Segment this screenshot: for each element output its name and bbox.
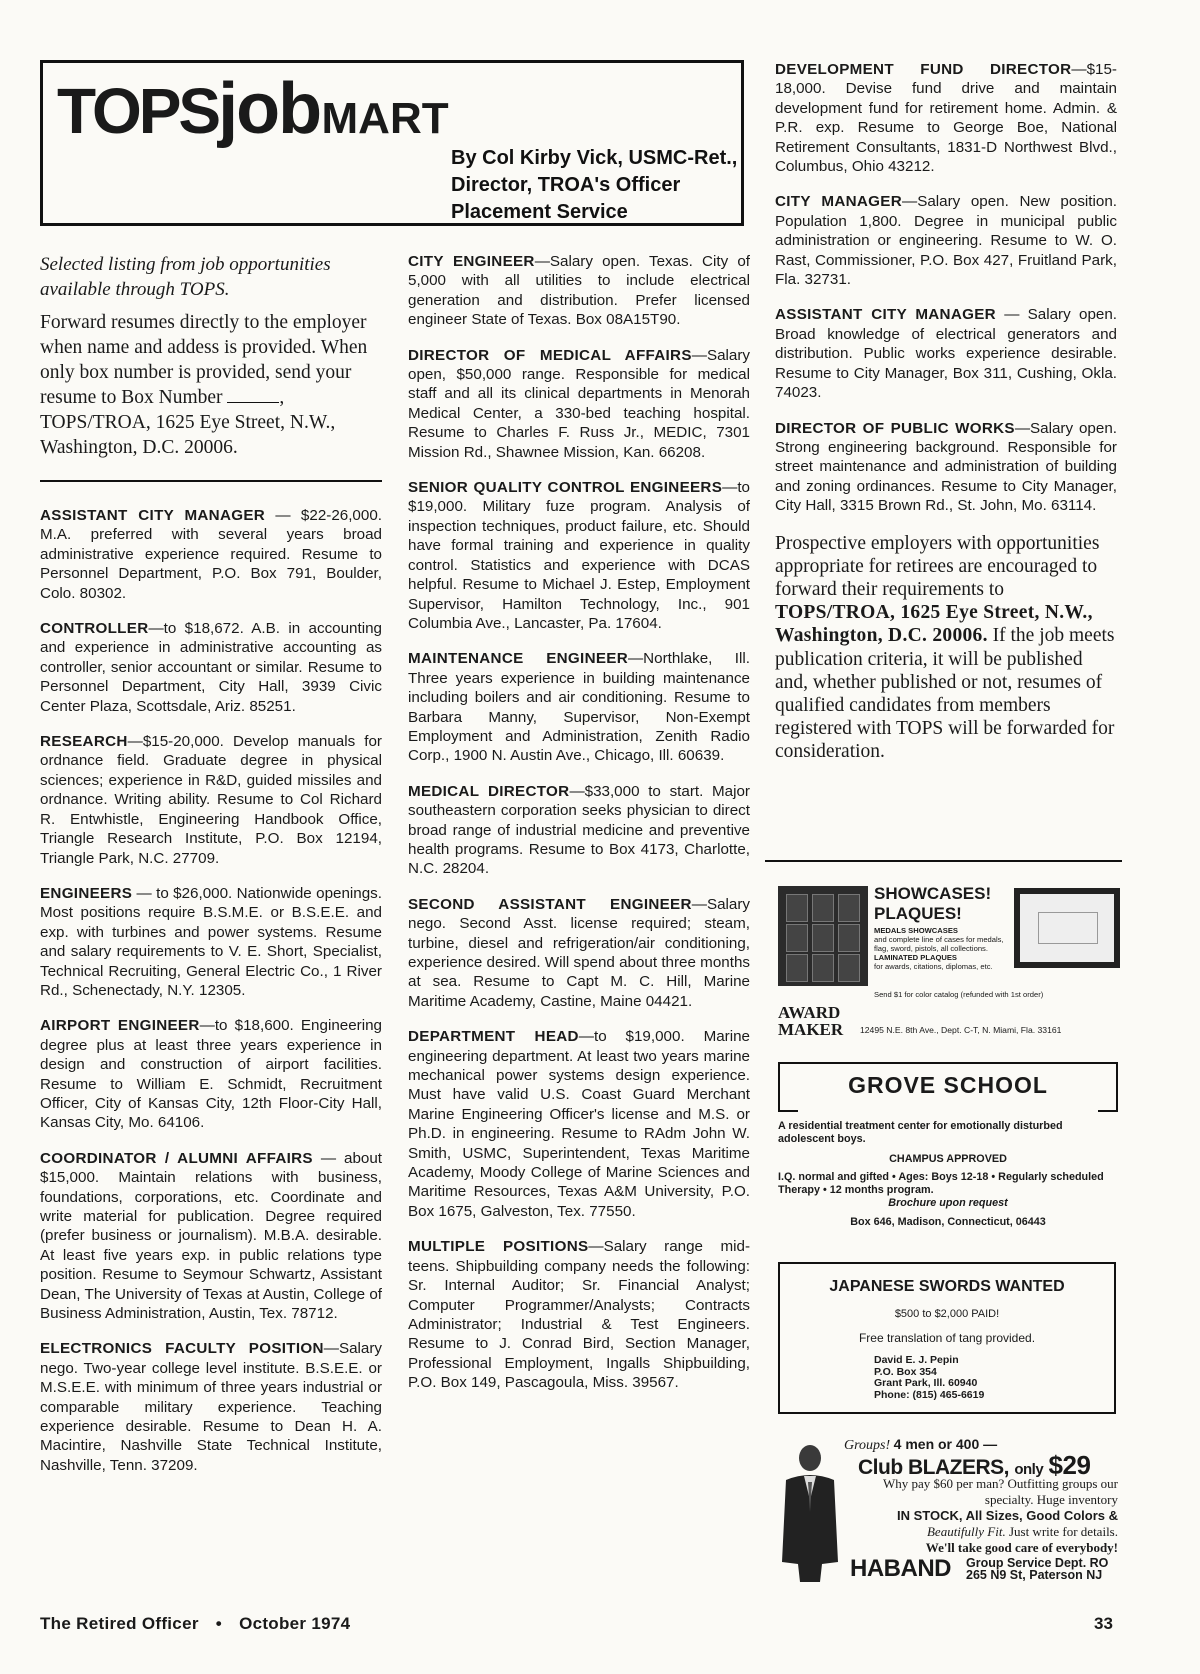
- job-listing: [408, 895, 750, 1011]
- job-listing: [40, 1339, 382, 1475]
- job-list-col2: [408, 252, 750, 1393]
- haband-dept2: 265 N9 St, Paterson NJ: [966, 1568, 1103, 1582]
- job-listing: [40, 1016, 382, 1132]
- showcase-title-1: SHOWCASES!: [874, 884, 992, 903]
- job-listing: [775, 192, 1117, 289]
- haband-brand: HABAND: [850, 1555, 951, 1582]
- box-number-blank: [227, 402, 279, 403]
- showcase-sub2: LAMINATED PLAQUES: [874, 953, 957, 962]
- plaque-image: [1014, 888, 1120, 968]
- swords-addr1: David E. J. Pepin: [874, 1354, 959, 1366]
- showcase-title: [874, 884, 991, 924]
- blazer-body-bold: IN STOCK, All Sizes, Good Colors &: [896, 1508, 1118, 1523]
- grove-line4: Brochure upon request: [888, 1197, 1008, 1209]
- intro-text-end: , TOPS/TROA, 1625 Eye Street, N.W., Washington, D.C. 20006.: [40, 387, 336, 458]
- showcase-sub1-text: and complete line of cases for medals, flag, sword, pistols, all collections.: [874, 935, 1004, 953]
- job-listing: [40, 884, 382, 1000]
- ad-japanese-swords: [778, 1262, 1116, 1414]
- swords-title: JAPANESE SWORDS WANTED: [829, 1278, 1065, 1295]
- man-in-blazer-illustration: [778, 1442, 842, 1582]
- swords-addr3: Grant Park, Ill. 60940: [874, 1377, 978, 1389]
- job-description: —Salary open, $50,000 range. Responsible for medical staff and all its clinical departments in Menorah Medical Center, a 330-bed teaching hospital. Resume to Charles F. Russ Jr., MEDIC, 7301 Mission Rd., Shawnee Mission, Kan. 66208.: [408, 346, 750, 461]
- ad-showcases: [778, 884, 1122, 1014]
- grove-line2: CHAMPUS APPROVED: [889, 1153, 1007, 1165]
- job-listing: [408, 649, 750, 765]
- ad-divider: [765, 860, 1122, 862]
- group-count: 4 men or 400 —: [893, 1436, 998, 1452]
- employers-note-text: Prospective employers with opportunities appropriate for retirees are encouraged to forward their requirements to: [775, 532, 1100, 600]
- showcase-details: [874, 926, 1014, 971]
- job-title: DEPARTMENT HEAD: [408, 1028, 579, 1046]
- publication-date: October 1974: [239, 1614, 351, 1633]
- job-title: RESEARCH: [40, 733, 128, 751]
- showcase-title-2: PLAQUES!: [874, 904, 962, 923]
- showcase-send: Send $1 for color catalog (refunded with 1st order): [874, 990, 1044, 999]
- showcase-sub2-text: for awards, citations, diplomas, etc.: [874, 962, 993, 971]
- job-description: —to $18,600. Engineering degree plus at least three years experience in design and construction of airport facilities. Resume to William E. Schmidt, Recruitment Officer, City of Kansas City, 12th Floor-City Hall, Kansas City, Mo. 64106.: [40, 1017, 382, 1132]
- job-description: — to $26,000. Nationwide openings. Most positions require B.S.M.E. or B.S.E.E. and exp. with turbines and power systems. Resume and salary requirements to V. E. Short, Specialist, Technical Recruiting, General Electric Co., 1 River Rd., Schenectady, N.Y. 12305.: [40, 884, 382, 999]
- byline: [451, 145, 737, 226]
- logo-job: job: [218, 69, 321, 149]
- grove-line5: Box 646, Madison, Connecticut, 06443: [850, 1216, 1046, 1228]
- logo-mart: MART: [321, 94, 449, 143]
- job-description: —Salary open. Strong engineering background. Responsible for street maintenance and administration of building and zoning ordinances. Resume to City Manager, City Hall, 3315 Brown Rd., St. John, Mo. 63114.: [775, 419, 1117, 515]
- job-description: —to $18,672. A.B. in accounting and experience in administrative accounting as controller, senior accountant or similar. Resume to Personnel Department, City Hall, 3939 Civic Center Plaza, Scottsdale, Ariz. 85251.: [40, 620, 382, 715]
- haband-dept1: Group Service Dept. RO: [966, 1556, 1109, 1570]
- ad-grove-school: [778, 1062, 1118, 1112]
- grove-school-title: GROVE SCHOOL: [848, 1072, 1048, 1098]
- intro-instructions: [40, 310, 382, 460]
- job-listing: [408, 252, 750, 330]
- byline-line: Placement Service: [451, 201, 628, 223]
- job-description: —Salary open. New position. Population 1,800. Degree in municipal public administration or engineering. Resume to W. O. Rast, Commissioner, P.O. Box 427, Fruitland Park, Fla. 32731.: [775, 193, 1117, 289]
- column-3: [775, 60, 1117, 764]
- section-rule: [40, 480, 382, 482]
- job-description: — Salary open. Broad knowledge of electrical generators and distribution. Public works experience desirable. Resume to City Manager, Box 311, Cushing, Okla. 74023.: [775, 306, 1118, 402]
- grove-underline: [778, 1110, 1118, 1116]
- job-title: MAINTENANCE ENGINEER: [408, 650, 628, 668]
- job-description: —Salary range mid-teens. Shipbuilding company needs the following: Sr. Internal Auditor; Sr. Financial Analyst; Computer Programmer/Analysts; Contracts Administrator; Industrial & Test Engineers. Resume to J. Conrad Bird, Section Manager, Professional Employment, Ingalls Shipbuilding, P.O. Box 149, Pascagoula, Miss. 39567.: [408, 1238, 750, 1392]
- employers-note: [775, 532, 1117, 764]
- job-description: —$33,000 to start. Major southeastern corporation seeks physician to direct broad range of industrial medicine and preventive health programs. Resume to Box 4173, Charlotte, N.C. 28204.: [408, 782, 750, 878]
- page-number: 33: [1094, 1614, 1113, 1633]
- job-listing: [775, 305, 1117, 402]
- job-listing: [40, 506, 382, 603]
- job-title: ASSISTANT CITY MANAGER: [775, 306, 996, 324]
- job-description: — $22-26,000. M.A. preferred with several years broad administrative experience required. Resume to Personnel Department, P.O. Box 791, Boulder, Colo. 80302.: [40, 507, 382, 602]
- job-listing: [40, 619, 382, 716]
- job-title: SECOND ASSISTANT ENGINEER: [408, 895, 692, 913]
- job-listing: [40, 732, 382, 868]
- job-description: —Northlake, Ill. Three years experience in building maintenance including boilers and air conditioning. Resume to Barbara Manny, Supervisor, Non-Exempt Employment and Administration, Zenith Radio Corp., 1900 N. Austin Ave., Chicago, Ill. 60639.: [408, 650, 750, 765]
- blazer-body-italic: Beautifully Fit.: [926, 1524, 1006, 1539]
- medal-case-image: [778, 886, 868, 986]
- header-box: [40, 60, 744, 226]
- award-maker-brand: [778, 1004, 843, 1038]
- column-1: [40, 252, 382, 1491]
- job-title: CONTROLLER: [40, 620, 149, 638]
- byline-line: By Col Kirby Vick, USMC-Ret.,: [451, 147, 738, 169]
- swords-addr4: Phone: (815) 465-6619: [874, 1388, 985, 1401]
- swords-addr2: P.O. Box 354: [874, 1365, 937, 1378]
- club-blazers-name: Club BLAZERS,: [858, 1456, 1009, 1479]
- only-text: only: [1014, 1461, 1044, 1478]
- job-description: —to $19,000. Marine engineering department. At least two years marine mechanical power systems design experience. Must have valid U.S. Coast Guard Merchant Marine Engineering Officer's license and M.S. or Ph.D. in engineering. Resume to RAdm John W. Smith, USMC, Superintendent, Texas Maritime Academy, Moody College of Marine Sciences and Maritime Resources, Texas A&M University, P.O. Box 1675, Galveston, Tex. 77550.: [408, 1028, 750, 1220]
- byline-line: Director, TROA's Officer: [451, 174, 681, 196]
- job-description: —$15-18,000. Devise fund drive and maintain development fund for retirement home. Admin. & P.R. exp. Resume to George Boe, National Retirement Consultants, 1831-D Northwest Blvd., Columbus, Ohio 43212.: [775, 61, 1117, 176]
- job-description: —Salary open. Texas. City of 5,000 with all utilities to include electrical generation and distribution. Prefer licensed engineer State of Texas. Box 08A15T90.: [408, 253, 750, 329]
- logo-tops: TOPS: [57, 75, 219, 147]
- grove-school-text: [778, 1120, 1118, 1229]
- blazer-body2: Just write for details.: [1008, 1524, 1118, 1539]
- job-title: DEVELOPMENT FUND DIRECTOR: [775, 61, 1072, 78]
- job-title: ENGINEERS: [40, 884, 133, 902]
- job-title: MULTIPLE POSITIONS: [408, 1238, 589, 1256]
- job-listing: [408, 346, 750, 462]
- job-title: CITY MANAGER: [775, 193, 902, 211]
- blazer-body1: Why pay $60 per man? Outfitting groups our specialty. Huge inventory: [882, 1476, 1118, 1507]
- swords-line1: $500 to $2,000 PAID!: [894, 1308, 1000, 1320]
- intro-italic: Selected listing from job opportunities available through TOPS.: [40, 254, 331, 300]
- job-listing: [775, 60, 1117, 176]
- job-title: COORDINATOR / ALUMNI AFFAIRS: [40, 1149, 313, 1167]
- grove-line3: I.Q. normal and gifted • Ages: Boys 12-18 • Regularly scheduled Therapy • 12 months program.: [778, 1171, 1104, 1196]
- job-listing: [408, 1237, 750, 1392]
- publication-name: The Retired Officer: [40, 1614, 199, 1633]
- job-listing: [408, 1027, 750, 1221]
- swords-address: [874, 1355, 984, 1401]
- blazer-price: $29: [1048, 1450, 1091, 1480]
- groups-text: Groups!: [844, 1438, 891, 1453]
- employers-note-text-end: If the job meets publication criteria, it will be published and, whether published or not, resumes of qualified candidates from members registered with TOPS will be forwarded for consideration.: [775, 625, 1115, 763]
- job-description: —Salary nego. Second Asst. license required; steam, turbine, diesel and refrigeration/air conditioning, experience desired. Will spend about three months at sea. Resume to Capt M. C. Hill, Marine Maritime Academy, Castine, Maine 04421.: [408, 895, 750, 1010]
- job-list-col3: [775, 60, 1117, 516]
- brand-award: AWARD: [778, 1003, 841, 1022]
- job-title: AIRPORT ENGINEER: [40, 1017, 200, 1035]
- intro-text: Forward resumes directly to the employer when name and addess is provided. When only box number is provided, send your resume to Box Number: [40, 312, 368, 408]
- job-listing: [408, 782, 750, 879]
- job-listing: [775, 419, 1117, 516]
- footer-publication: [40, 1614, 350, 1634]
- ad-club-blazers: [778, 1436, 1120, 1586]
- job-description: —to $19,000. Military fuze program. Analysis of inspection techniques, product failure, etc. Should have formal training and experience in quality control. Statistics and experience with DCAS helpful. Resume to Michael J. Estep, Employment Supervisor, Hamilton Technology, Inc., 901 Columbia Ave., Lancaster, Pa. 17604.: [408, 479, 750, 632]
- job-title: CITY ENGINEER: [408, 253, 535, 270]
- footer-separator: •: [215, 1614, 223, 1633]
- job-description: — about $15,000. Maintain relations with business, foundations, corporations, etc. Coordinate and write material for publication. Degree required (prefer business or journalism). M.B.A. desirable. At least five years exp. in public relations type position. Resume to Seymour Schwartz, Assistant Dean, The University of Texas at Austin, College of Business Administration, Austin, Tex. 78712.: [40, 1149, 382, 1323]
- job-title: DIRECTOR OF MEDICAL AFFAIRS: [408, 346, 692, 364]
- grove-line1: A residential treatment center for emotionally disturbed adolescent boys.: [778, 1120, 1063, 1145]
- swords-line2: Free translation of tang provided.: [858, 1331, 1036, 1345]
- job-title: SENIOR QUALITY CONTROL ENGINEERS: [408, 479, 723, 497]
- employers-note-address: TOPS/TROA, 1625 Eye Street, N.W., Washington, D.C. 20006.: [775, 602, 1093, 647]
- award-maker-address: 12495 N.E. 8th Ave., Dept. C-T, N. Miami, Fla. 33161: [860, 1025, 1062, 1035]
- haband-dept: [966, 1557, 1108, 1581]
- job-title: MEDICAL DIRECTOR: [408, 782, 570, 800]
- blazer-body: [854, 1476, 1118, 1556]
- job-title: DIRECTOR OF PUBLIC WORKS: [775, 419, 1015, 437]
- job-list-col1: [40, 506, 382, 1475]
- job-listing: [408, 478, 750, 633]
- tops-job-mart-logo: [57, 69, 449, 149]
- column-2: [408, 252, 750, 1409]
- job-title: ASSISTANT CITY MANAGER: [40, 507, 266, 524]
- blazer-body3: We'll take good care of everybody!: [925, 1540, 1118, 1555]
- job-description: —$15-20,000. Develop manuals for ordnance field. Graduate degree in physical sciences; experience in R&D, guided missiles and ordnance. Writing ability. Resume to Col Richard R. Entwhistle, Engineering Handbook Office, Triangle Research Institute, P.O. Box 12194, Triangle Park, N.C. 27709.: [40, 733, 382, 867]
- showcase-sub1: MEDALS SHOWCASES: [874, 926, 958, 935]
- job-title: ELECTRONICS FACULTY POSITION: [40, 1340, 324, 1358]
- brand-maker: MAKER: [778, 1020, 844, 1039]
- job-listing: [40, 1149, 382, 1324]
- job-description: —Salary nego. Two-year college level institute. B.S.E.E. or M.S.E.E. with minimum of three years industrial or comparable military experience. Teaching experience desirable. Resume to Dean H. A. Macintire, Nashville State Technical Institute, Nashville, Tenn. 37209.: [40, 1340, 382, 1474]
